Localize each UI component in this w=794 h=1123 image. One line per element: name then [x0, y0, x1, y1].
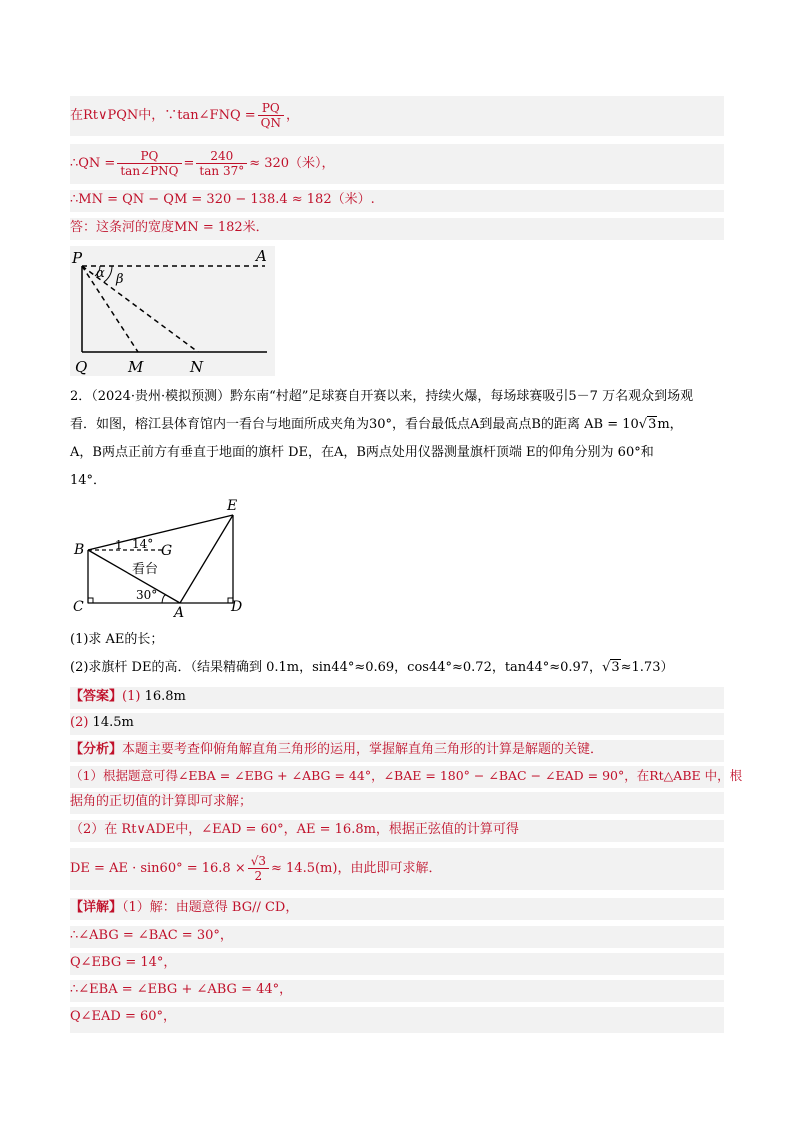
analysis-p1b: 据角的正切值的计算即可求解；	[70, 792, 724, 814]
text-q2: (2)求旗杆 DE的高．（结果精确到 0.1m，sin44°≈0.69，cos44°≈0.72，tan44°≈0.97，	[70, 660, 603, 675]
fraction-sqrt3-2	[248, 854, 269, 883]
detail-d1-text: （1）解：由题意得 BG// CD，	[122, 900, 299, 915]
answer-tag: 【答案】	[70, 689, 123, 704]
analysis-p1: （1）根据题意可得∠EBA = ∠EBG + ∠ABG = 44°，∠BAE = 180° − ∠BAC − ∠EAD = 90°，在Rt△ABE 中，根	[70, 766, 724, 788]
problem-2-text	[70, 383, 724, 495]
label-angle-1: 1	[115, 538, 123, 552]
detail-d2: ∴∠ABG = ∠BAC = 30°，	[70, 926, 724, 948]
detail-d4: ∴∠EBA = ∠EBG + ∠ABG = 44°，	[70, 980, 724, 1002]
detail-d3: Q∠EBG = 14°，	[70, 953, 724, 975]
label-m: M	[128, 358, 144, 376]
text-de-result: ≈ 14.5(m)，由此即可求解．	[271, 861, 442, 876]
label-a: A	[256, 247, 267, 265]
answer-line-2	[70, 713, 724, 735]
label-a2: A	[174, 605, 185, 620]
solution-line-qn	[70, 144, 724, 184]
question-2: (2)求旗杆 DE的高．（结果精确到 0.1m，sin44°≈0.69，cos44°≈0.72，tan44°≈0.97，√3≈1.73）	[70, 660, 674, 675]
analysis-p2: （2）在 Rt∨ADE中，∠EAD = 60°，AE = 16.8m，根据正弦值的计算可得	[70, 820, 724, 842]
label-angle-30: 30°	[136, 588, 158, 602]
frac-num: 240	[196, 149, 247, 164]
fraction-pq-qn	[258, 101, 284, 130]
text-eq: =	[183, 156, 195, 171]
fraction-pq-tan	[117, 149, 181, 178]
label-beta: β	[116, 272, 124, 287]
analysis-p3	[70, 848, 724, 890]
text-q2-end: ≈1.73）	[620, 660, 674, 675]
text-tan-fnq: 在Rt∨PQN中，∵tan∠FNQ =	[70, 108, 256, 123]
answer-line-river: 答：这条河的宽度MN = 182米．	[70, 218, 724, 240]
solution-line-mn: ∴MN = QN − QM = 320 − 138.4 ≈ 182（米）.	[70, 190, 724, 212]
figure-stadium-diagram	[70, 495, 260, 620]
answer-line-1	[70, 687, 724, 709]
text-result: ≈ 320（米），	[249, 156, 335, 171]
label-b: B	[74, 542, 85, 558]
question-1: (1)求 AE的长；	[70, 632, 164, 647]
figure-river-diagram	[70, 246, 275, 376]
text-de-eq: DE = AE · sin60° = 16.8 ×	[70, 861, 246, 876]
analysis-intro-text: 本题主要考查仰俯角解直角三角形的运用，掌握解直角三角形的计算是解题的关键．	[122, 742, 604, 757]
sqrt-3: 3	[648, 417, 657, 432]
analysis-intro	[70, 740, 724, 762]
frac-den: 2	[254, 869, 263, 883]
label-n: N	[190, 358, 204, 376]
solution-line-tan	[70, 96, 724, 136]
label-p: P	[72, 249, 83, 267]
analysis-tag: 【分析】	[70, 742, 123, 757]
label-angle-14: 14°	[132, 537, 154, 551]
label-q: Q	[75, 358, 88, 376]
detail-d5: Q∠EAD = 60°，	[70, 1007, 724, 1033]
frac-num: √3	[248, 854, 269, 869]
angle-arc-30	[162, 595, 166, 603]
line-ae	[180, 515, 233, 603]
problem-line-2: 看．如图，榕江县体育馆内一看台与地面所成夹角为30°，看台最低点A到最高点B的距离 AB = 10√3m，	[70, 417, 683, 432]
sqrt-3: 3	[611, 660, 620, 675]
answer-num-2: (2)	[70, 715, 89, 730]
frac-num: PQ	[258, 101, 284, 116]
label-d: D	[231, 599, 243, 615]
frac-den: tan∠PNQ	[120, 164, 179, 178]
text-m: m，	[657, 417, 683, 432]
detail-tag: 【详解】	[70, 900, 123, 915]
problem-line-4: 14°．	[70, 473, 107, 488]
label-e: E	[227, 498, 238, 514]
text-ab: 看．如图，榕江县体育馆内一看台与地面所成夹角为30°，看台最低点A到最高点B的距离 AB = 10	[70, 417, 639, 432]
answer-value-2: 14.5m	[88, 715, 134, 730]
problem-line-1: 2．（2024·贵州·模拟预测）黔东南“村超”足球赛自开赛以来，持续火爆，每场球赛吸引5－7 万名观众到场观	[70, 389, 694, 404]
label-kantai: 看台	[132, 562, 159, 577]
problem-line-3: A，B两点正前方有垂直于地面的旗杆 DE，在A，B两点处用仪器测量旗杆顶端 E的仰角分别为 60°和	[70, 445, 654, 460]
frac-den: QN	[260, 116, 281, 130]
label-c: C	[73, 599, 84, 615]
text-qn-eq: ∴QN =	[70, 156, 116, 171]
frac-den: tan 37°	[199, 164, 245, 178]
text-comma: ，	[285, 108, 299, 123]
detail-d1	[70, 898, 724, 920]
answer-num-1: (1)	[122, 689, 141, 704]
label-alpha: α	[96, 266, 105, 281]
label-g: G	[161, 543, 173, 559]
frac-num: PQ	[117, 149, 181, 164]
answer-value-1: 16.8m	[140, 689, 186, 704]
right-angle-c	[88, 598, 93, 603]
fraction-240-tan37	[196, 149, 247, 178]
